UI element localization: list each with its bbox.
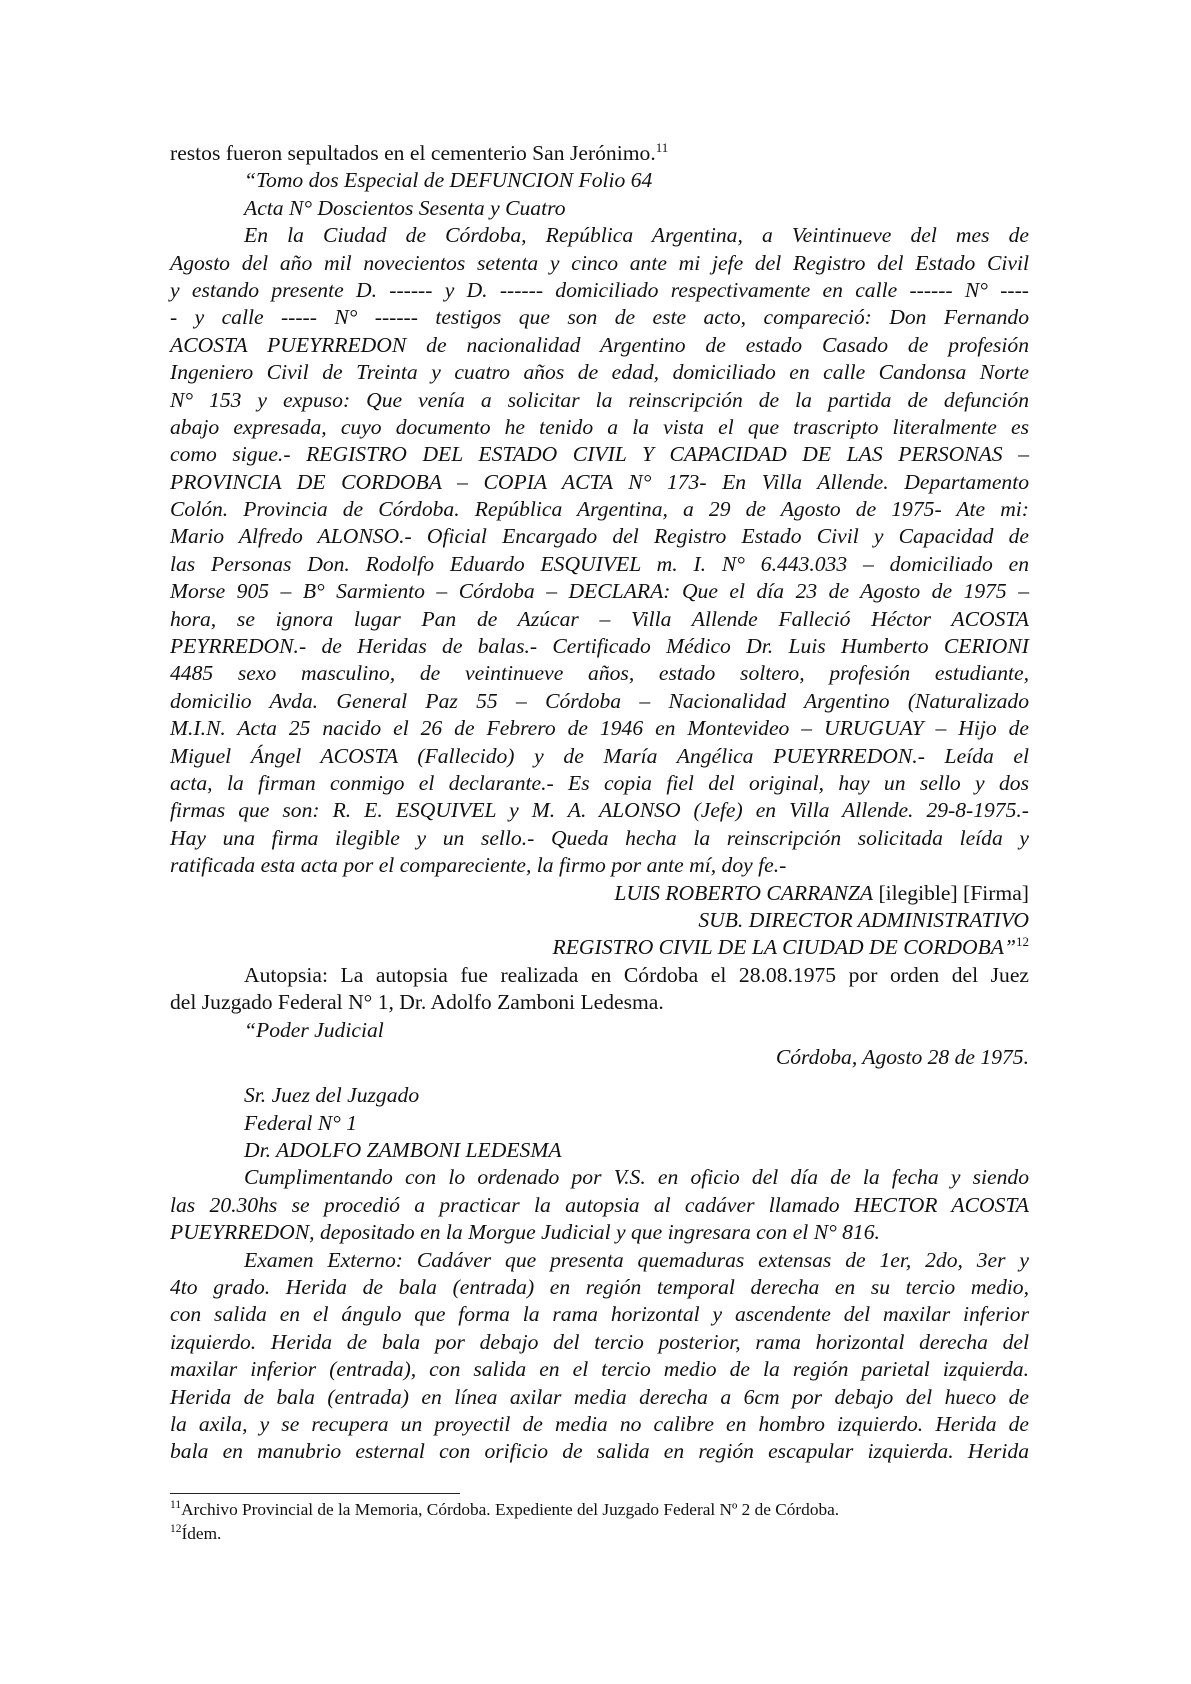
text-line: N° 153 y expuso: Que venía a solicitar la reinscripción de la partida de defunción [170, 387, 1029, 412]
text-line: y estando presente D. ------ y D. ------ domiciliado respectivamente en calle ------ N° ---- [170, 277, 1029, 302]
text-line: Herida de bala (entrada) en línea axilar media derecha a 6cm por debajo del hueco de [170, 1384, 1029, 1409]
signature-name: LUIS ROBERTO CARRANZA [614, 880, 874, 905]
text-line: Ingeniero Civil de Treinta y cuatro años de edad, domiciliado en calle Candonsa Norte [170, 360, 1029, 385]
text-line: con salida en el ángulo que forma la rama horizontal y ascendente del maxilar inferior [170, 1302, 1029, 1327]
footnote-ref-12: 12 [1016, 934, 1029, 950]
signature-note: [ilegible] [Firma] [873, 880, 1029, 905]
footnote-text: Ídem. [181, 1524, 222, 1543]
text-line: domicilio Avda. General Paz 55 – Córdoba – Nacionalidad Argentino (Naturalizado [170, 688, 1029, 713]
text-line: PUEYRREDON, depositado en la Morgue Judicial y que ingresara con el N° 816. [170, 1220, 880, 1245]
examen-externo-paragraph [170, 1247, 1029, 1466]
footnotes [170, 1498, 839, 1546]
text-line: del Juzgado Federal N° 1, Dr. Adolfo Zamboni Ledesma. [170, 990, 664, 1015]
acta-title: “Tomo dos Especial de DEFUNCION Folio 64 [244, 168, 653, 193]
footnote-text: Archivo Provincial de la Memoria, Córdoba. Expediente del Juzgado Federal Nº 2 de Córdoba. [181, 1500, 840, 1519]
signature-name-line [170, 880, 1029, 907]
addressee-line: Federal N° 1 [244, 1110, 357, 1135]
signature-office-line [170, 934, 1029, 961]
text-line: las 20.30hs se procedió a practicar la autopsia al cadáver llamado HECTOR ACOSTA [170, 1192, 1029, 1217]
poder-judicial: “Poder Judicial [244, 1017, 384, 1042]
text-line: las Personas Don. Rodolfo Eduardo ESQUIVEL m. I. N° 6.443.033 – domiciliado en [170, 551, 1029, 576]
text-line: Mario Alfredo ALONSO.- Oficial Encargado del Registro Estado Civil y Capacidad de [170, 524, 1029, 549]
text-line: Examen Externo: Cadáver que presenta quemaduras extensas de 1er, 2do, 3er y [244, 1247, 1029, 1272]
text-line: hora, se ignora lugar Pan de Azúcar – Villa Allende Falleció Héctor ACOSTA [170, 606, 1029, 631]
text-line: acta, la firman conmigo el declarante.- Es copia fiel del original, hay un sello y dos [170, 770, 1029, 795]
document-page [170, 140, 1029, 1466]
text-line: 4485 sexo masculino, de veintinueve años, estado soltero, profesión estudiante, [170, 661, 1029, 686]
footnote-ref-11: 11 [655, 140, 669, 155]
addressee-line: Sr. Juez del Juzgado [244, 1083, 420, 1108]
signature-title: SUB. DIRECTOR ADMINISTRATIVO [698, 907, 1029, 932]
text-line: 4to grado. Herida de bala (entrada) en región temporal derecha en su tercio medio, [170, 1275, 1029, 1300]
text-line: abajo expresada, cuyo documento he tenido a la vista el que trascripto literalmente es [170, 414, 1029, 439]
text-line: ratificada esta acta por el compareciente, la firmo por ante mí, doy fe.- [170, 853, 787, 878]
date-line: Córdoba, Agosto 28 de 1975. [775, 1044, 1029, 1069]
text-line: Cumplimentando con lo ordenado por V.S. en oficio del día de la fecha y siendo [244, 1165, 1029, 1190]
cumplimentando-paragraph [170, 1164, 1029, 1246]
footnote-number: 11 [170, 1499, 182, 1511]
text-line: Morse 905 – B° Sarmiento – Córdoba – DECLARA: Que el día 23 de Agosto de 1975 – [170, 579, 1029, 604]
text-line: como sigue.- REGISTRO DEL ESTADO CIVIL Y CAPACIDAD DE LAS PERSONAS – [170, 442, 1029, 467]
text-line: ACOSTA PUEYRREDON de nacionalidad Argentino de estado Casado de profesión [170, 332, 1029, 357]
acta-transcription [170, 222, 1029, 879]
text-line: firmas que son: R. E. ESQUIVEL y M. A. ALONSO (Jefe) en Villa Allende. 29-8-1975.- [170, 798, 1029, 823]
footnote-12 [170, 1522, 839, 1546]
text-line: - y calle ----- N° ------ testigos que son de este acto, compareció: Don Fernando [170, 305, 1029, 330]
text-line: En la Ciudad de Córdoba, República Argentina, a Veintinueve del mes de [244, 223, 1029, 248]
text-line: PROVINCIA DE CORDOBA – COPIA ACTA N° 173- En Villa Allende. Departamento [170, 469, 1029, 494]
footnote-separator [170, 1493, 460, 1494]
text-line: Hay una firma ilegible y un sello.- Queda hecha la reinscripción solicitada leída y [170, 825, 1029, 850]
addressee-line: Dr. ADOLFO ZAMBONI LEDESMA [244, 1138, 562, 1163]
text-line: Agosto del año mil novecientos setenta y cinco ante mi jefe del Registro del Estado Civil [170, 250, 1029, 275]
acta-number: Acta N° Doscientos Sesenta y Cuatro [244, 195, 566, 220]
footnote-11 [170, 1498, 839, 1522]
autopsia-paragraph [170, 962, 1029, 1017]
text-line: la axila, y se recupera un proyectil de media no calibre en hombro izquierdo. Herida de [170, 1411, 1029, 1436]
text-line: Miguel Ángel ACOSTA (Fallecido) y de María Angélica PUEYRREDON.- Leída el [170, 743, 1029, 768]
text-line: Autopsia: La autopsia fue realizada en Córdoba el 28.08.1975 por orden del Juez [244, 962, 1029, 987]
text-line: Colón. Provincia de Córdoba. República Argentina, a 29 de Agosto de 1975- Ate mi: [170, 497, 1029, 522]
text-line: izquierdo. Herida de bala por debajo del tercio posterior, rama horizontal derecha del [170, 1329, 1029, 1354]
text-line: M.I.N. Acta 25 nacido el 26 de Febrero de 1946 en Montevideo – URUGUAY – Hijo de [170, 716, 1029, 741]
intro-line [170, 140, 1029, 167]
text-line: bala en manubrio esternal con orificio de salida en región escapular izquierda. Herida [170, 1439, 1029, 1464]
footnote-number: 12 [170, 1523, 182, 1535]
addressee [170, 1082, 1029, 1164]
intro-text: restos fueron sepultados en el cementerio San Jerónimo. [170, 141, 656, 165]
text-line: maxilar inferior (entrada), con salida en el tercio medio de la región parietal izquierda. [170, 1357, 1029, 1382]
signature-office: REGISTRO CIVIL DE LA CIUDAD DE CORDOBA” [552, 935, 1016, 960]
text-line: PEYRREDON.- de Heridas de balas.- Certificado Médico Dr. Luis Humberto CERIONI [170, 634, 1029, 659]
